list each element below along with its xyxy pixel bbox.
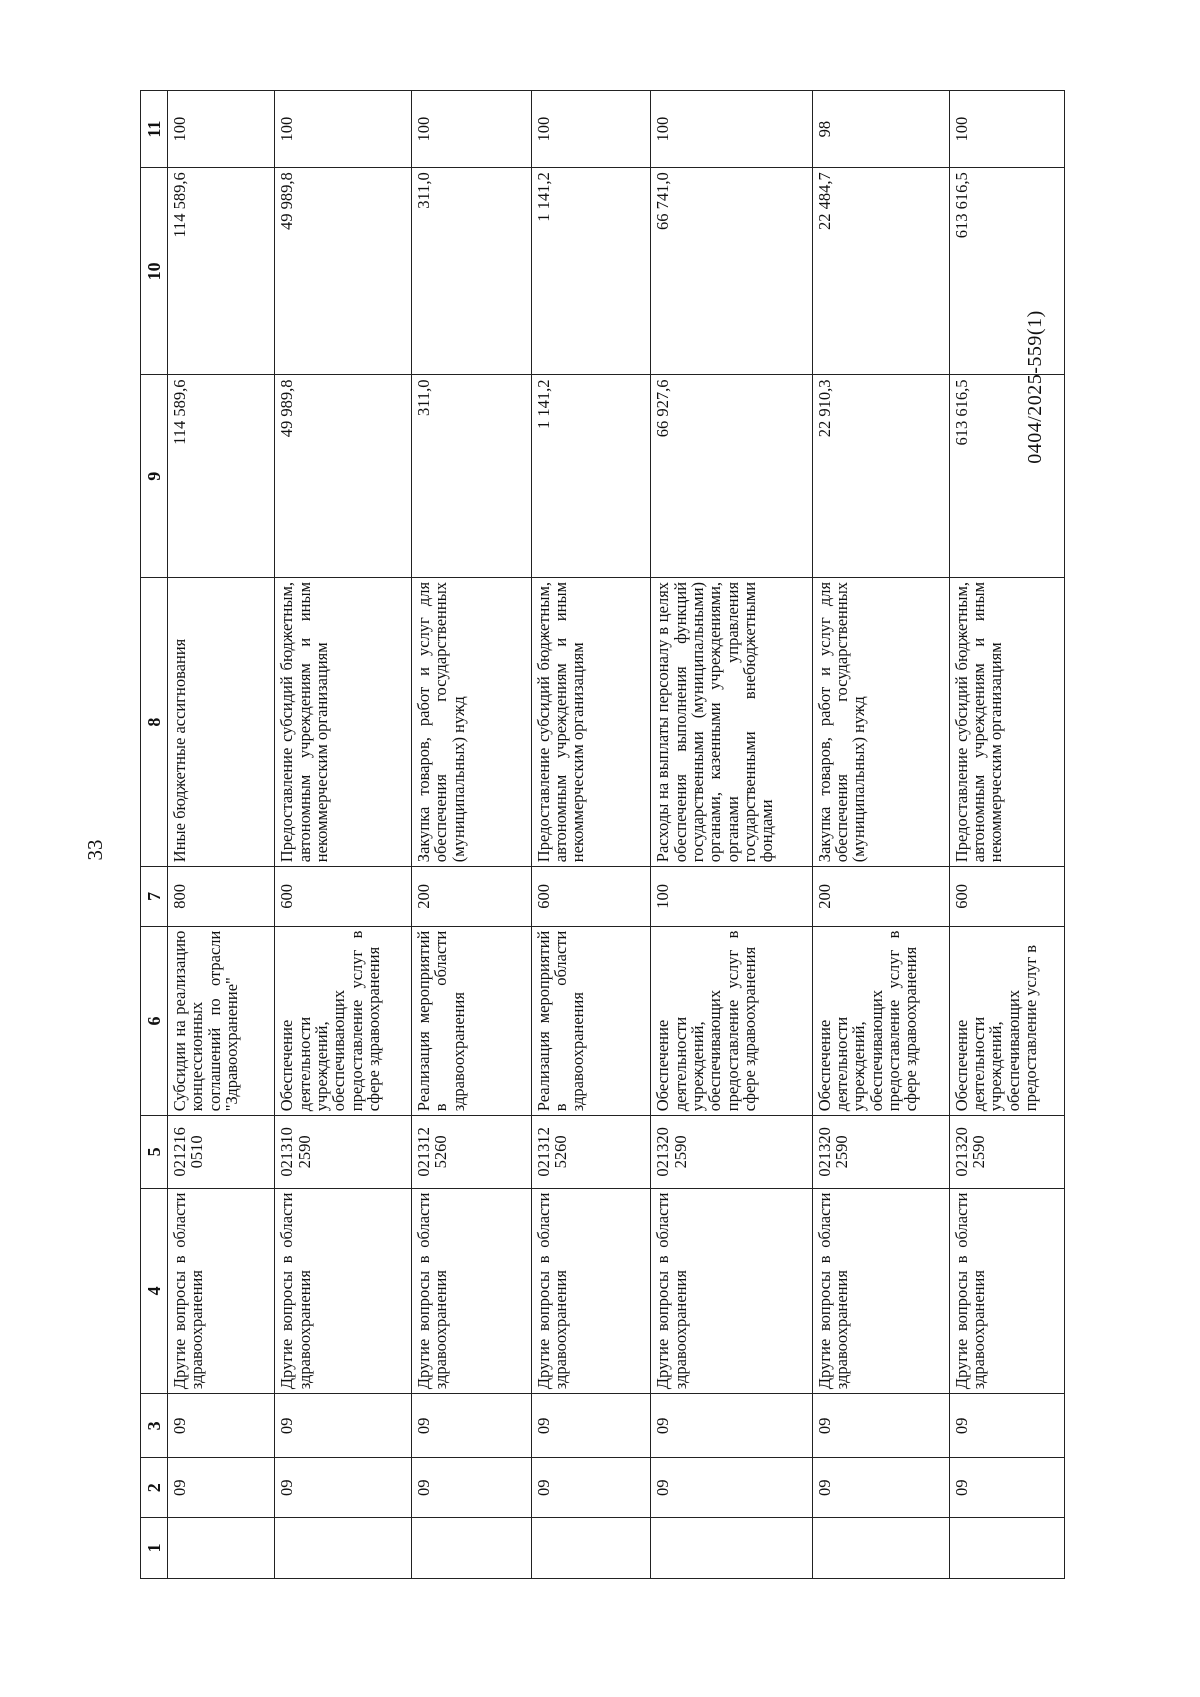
cell-expense-type-name: Предоставление субсидий бюджетным, автономным учреждениям и иным некоммерческим организациям <box>531 577 651 866</box>
header-col-11: 11 <box>141 91 168 168</box>
header-col-6: 6 <box>141 926 168 1116</box>
cell-executed-amount: 49 989,8 <box>275 168 412 375</box>
table-header-row <box>141 91 168 1579</box>
cell-section: 09 <box>949 1458 1064 1517</box>
cell-section: 09 <box>275 1458 412 1517</box>
cell-expense-type-name: Иные бюджетные ассигнования <box>168 577 275 866</box>
cell-article-name: Обеспечение деятельности учреждений, обеспечивающих предоставление услуг в сфере здравоохранения <box>812 926 949 1116</box>
cell-expense-type: 600 <box>531 867 651 926</box>
cell-executed-amount: 114 589,6 <box>168 168 275 375</box>
cell-executed-amount: 613 616,5 <box>949 168 1064 375</box>
cell-planned-amount: 1 141,2 <box>531 375 651 577</box>
cell-target-article: 021320 2590 <box>651 1116 813 1188</box>
cell-col-1 <box>949 1517 1064 1578</box>
table-row <box>812 91 949 1579</box>
cell-section: 09 <box>531 1458 651 1517</box>
cell-planned-amount: 22 910,3 <box>812 375 949 577</box>
cell-expense-type-name: Предоставление субсидий бюджетным, автономным учреждениям и иным некоммерческим организациям <box>949 577 1064 866</box>
header-col-9: 9 <box>141 375 168 577</box>
cell-subsection: 09 <box>949 1394 1064 1458</box>
header-col-2: 2 <box>141 1458 168 1517</box>
cell-target-article: 021310 2590 <box>275 1116 412 1188</box>
cell-subsection: 09 <box>812 1394 949 1458</box>
cell-execution-percent: 100 <box>412 91 532 168</box>
cell-planned-amount: 311,0 <box>412 375 532 577</box>
cell-expense-type: 100 <box>651 867 813 926</box>
rotated-table-wrapper <box>140 90 1065 1579</box>
cell-target-article: 021320 2590 <box>949 1116 1064 1188</box>
cell-article-name: Обеспечение деятельности учреждений, обеспечивающих предоставление услуг в <box>949 926 1064 1116</box>
cell-execution-percent: 100 <box>168 91 275 168</box>
cell-execution-percent: 100 <box>275 91 412 168</box>
cell-executed-amount: 311,0 <box>412 168 532 375</box>
header-col-4: 4 <box>141 1188 168 1394</box>
page-number: 33 <box>83 839 107 861</box>
cell-executed-amount: 66 741,0 <box>651 168 813 375</box>
cell-col-1 <box>812 1517 949 1578</box>
cell-expense-type: 600 <box>275 867 412 926</box>
cell-expense-type: 200 <box>812 867 949 926</box>
cell-expense-type-name: Расходы на выплаты персоналу в целях обеспечения выполнения функций государственными (муниципальными) органами, казенными учреждениями, органами управления государственными внебюджетными фондами <box>651 577 813 866</box>
cell-article-name: Обеспечение деятельности учреждений, обеспечивающих предоставление услуг в сфере здравоохранения <box>275 926 412 1116</box>
header-col-10: 10 <box>141 168 168 375</box>
cell-col-1 <box>531 1517 651 1578</box>
cell-target-article: 021312 5260 <box>531 1116 651 1188</box>
cell-col-1 <box>168 1517 275 1578</box>
budget-table <box>140 90 1065 1579</box>
cell-expense-type-name: Закупка товаров, работ и услуг для обеспечения государственных (муниципальных) нужд <box>812 577 949 866</box>
cell-subsection-name: Другие вопросы в области здравоохранения <box>531 1188 651 1394</box>
cell-executed-amount: 22 484,7 <box>812 168 949 375</box>
cell-planned-amount: 613 616,5 <box>949 375 1064 577</box>
cell-article-name: Реализация мероприятий в области здравоохранения <box>531 926 651 1116</box>
cell-expense-type-name: Предоставление субсидий бюджетным, автономным учреждениям и иным некоммерческим организациям <box>275 577 412 866</box>
cell-execution-percent: 100 <box>651 91 813 168</box>
cell-subsection-name: Другие вопросы в области здравоохранения <box>949 1188 1064 1394</box>
cell-col-1 <box>275 1517 412 1578</box>
cell-subsection: 09 <box>531 1394 651 1458</box>
cell-section: 09 <box>168 1458 275 1517</box>
header-col-8: 8 <box>141 577 168 866</box>
header-col-1: 1 <box>141 1517 168 1578</box>
cell-subsection-name: Другие вопросы в области здравоохранения <box>812 1188 949 1394</box>
table-row <box>275 91 412 1579</box>
cell-target-article: 021320 2590 <box>812 1116 949 1188</box>
cell-subsection-name: Другие вопросы в области здравоохранения <box>275 1188 412 1394</box>
cell-subsection: 09 <box>412 1394 532 1458</box>
cell-target-article: 021216 0510 <box>168 1116 275 1188</box>
cell-subsection-name: Другие вопросы в области здравоохранения <box>412 1188 532 1394</box>
cell-article-name: Субсидии на реализацию концессионных соглашений по отрасли "Здравоохранение" <box>168 926 275 1116</box>
cell-planned-amount: 114 589,6 <box>168 375 275 577</box>
cell-col-1 <box>651 1517 813 1578</box>
cell-target-article: 021312 5260 <box>412 1116 532 1188</box>
cell-planned-amount: 49 989,8 <box>275 375 412 577</box>
cell-expense-type: 600 <box>949 867 1064 926</box>
cell-subsection-name: Другие вопросы в области здравоохранения <box>651 1188 813 1394</box>
cell-subsection: 09 <box>275 1394 412 1458</box>
cell-execution-percent: 98 <box>812 91 949 168</box>
cell-executed-amount: 1 141,2 <box>531 168 651 375</box>
cell-article-name: Обеспечение деятельности учреждений, обеспечивающих предоставление услуг в сфере здравоохранения <box>651 926 813 1116</box>
cell-expense-type: 800 <box>168 867 275 926</box>
cell-section: 09 <box>812 1458 949 1517</box>
header-col-3: 3 <box>141 1394 168 1458</box>
cell-subsection: 09 <box>651 1394 813 1458</box>
cell-execution-percent: 100 <box>949 91 1064 168</box>
table-row <box>531 91 651 1579</box>
cell-planned-amount: 66 927,6 <box>651 375 813 577</box>
cell-article-name: Реализация мероприятий в области здравоохранения <box>412 926 532 1116</box>
table-body <box>168 91 1065 1579</box>
cell-subsection-name: Другие вопросы в области здравоохранения <box>168 1188 275 1394</box>
table-row <box>651 91 813 1579</box>
table-row <box>168 91 275 1579</box>
table-row <box>412 91 532 1579</box>
document-code: 0404/2025-559(1) <box>1024 310 1046 464</box>
cell-subsection: 09 <box>168 1394 275 1458</box>
cell-col-1 <box>412 1517 532 1578</box>
cell-expense-type: 200 <box>412 867 532 926</box>
cell-section: 09 <box>412 1458 532 1517</box>
cell-section: 09 <box>651 1458 813 1517</box>
cell-execution-percent: 100 <box>531 91 651 168</box>
header-col-5: 5 <box>141 1116 168 1188</box>
cell-expense-type-name: Закупка товаров, работ и услуг для обеспечения государственных (муниципальных) нужд <box>412 577 532 866</box>
header-col-7: 7 <box>141 867 168 926</box>
